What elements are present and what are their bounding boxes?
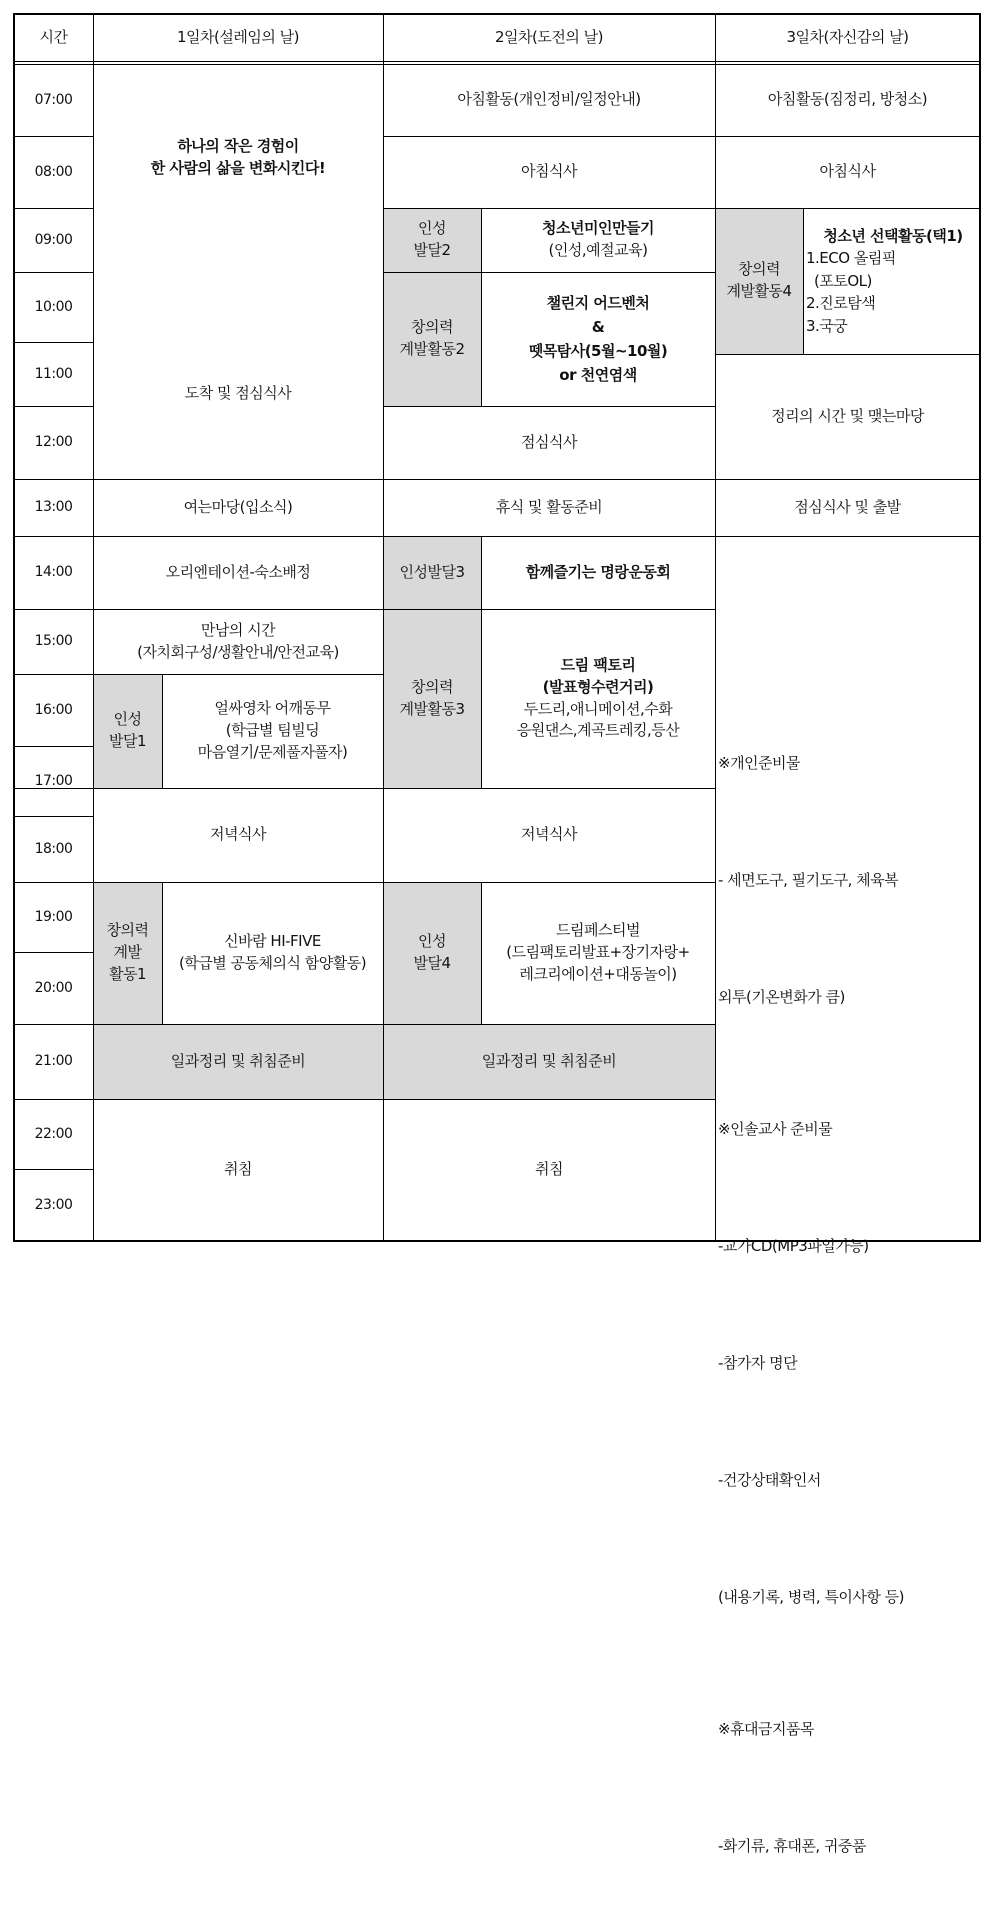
activity-line: 챌린지 어드벤처 bbox=[546, 294, 650, 312]
day3-morning: 아침활동(짐정리, 방청소) bbox=[767, 90, 928, 109]
time-label: 19:00 bbox=[34, 908, 73, 925]
activity-line: 드림페스티벌 bbox=[556, 921, 640, 940]
row-divider bbox=[383, 208, 715, 209]
activity-title: 청소년 선택활동(택1) bbox=[823, 226, 963, 245]
row-divider bbox=[14, 674, 93, 675]
header-time: 시간 bbox=[39, 28, 68, 47]
day3-breakfast: 아침식사 bbox=[819, 162, 876, 181]
day1-sleep: 취침 bbox=[224, 1160, 252, 1179]
activity-line: or 천연염색 bbox=[559, 366, 637, 384]
header-day1: 1일차(설레임의 날) bbox=[177, 28, 299, 47]
time-label: 22:00 bbox=[34, 1125, 73, 1142]
time-label: 12:00 bbox=[34, 434, 73, 451]
creative-line: 창의력 bbox=[738, 260, 780, 279]
col-divider bbox=[715, 14, 716, 1241]
note-line: ※개인준비물 bbox=[718, 754, 801, 772]
col-divider bbox=[383, 14, 384, 1241]
row-divider bbox=[14, 952, 93, 953]
time-label: 09:00 bbox=[34, 231, 73, 248]
day2-insung3: 인성발달3 bbox=[383, 536, 481, 609]
activity-line: (학급별 팀빌딩 bbox=[225, 721, 320, 740]
col-divider bbox=[803, 208, 804, 354]
time-label: 20:00 bbox=[34, 979, 73, 996]
row-divider bbox=[14, 746, 93, 747]
insung-line: 발달1 bbox=[108, 732, 147, 750]
creative-line: 계발활동2 bbox=[399, 340, 465, 358]
choice-item: (포토OL) bbox=[814, 271, 872, 290]
meeting-line: 만남의 시간 bbox=[200, 620, 276, 639]
insung-line: 발달2 bbox=[413, 241, 451, 259]
day1-arrival-lunch: 도착 및 점심식사 bbox=[184, 384, 292, 403]
day2-sleep: 취침 bbox=[535, 1160, 563, 1179]
slogan-line: 하나의 작은 경험이 bbox=[177, 137, 299, 156]
activity-line: 두드리,애니메이션,수화 bbox=[523, 699, 673, 718]
day3-lunch-depart: 점심식사 및 출발 bbox=[794, 497, 901, 516]
day1-dinner: 저녁식사 bbox=[210, 825, 266, 844]
row-divider bbox=[14, 342, 93, 343]
row-divider bbox=[14, 272, 93, 273]
activity-line: (학급별 공동체의식 함양활동) bbox=[178, 954, 367, 972]
insung-line: 인성 bbox=[418, 219, 446, 238]
insung-line: 인성 bbox=[113, 710, 142, 729]
note-line: 외투(기온변화가 큼) bbox=[718, 988, 845, 1006]
time-label: 07:00 bbox=[34, 91, 73, 108]
choice-item: 1.ECO 올림픽 bbox=[806, 249, 896, 268]
row-divider bbox=[14, 816, 93, 817]
day1-opening: 여는마당(입소식) bbox=[183, 497, 293, 516]
meeting-line: (자치회구성/생활안내/안전교육) bbox=[137, 642, 339, 661]
col-divider bbox=[481, 882, 482, 1024]
row-divider bbox=[14, 208, 93, 209]
creative-line: 창의력 bbox=[411, 677, 453, 696]
creative-line: 계발 bbox=[113, 943, 142, 962]
row-divider bbox=[715, 136, 980, 137]
header-divider bbox=[14, 64, 980, 65]
day2-lunch: 점심식사 bbox=[521, 432, 577, 451]
activity-line: (드림팩토리발표+장기자랑+ bbox=[506, 943, 690, 962]
col-divider bbox=[481, 536, 482, 788]
note-line: (내용기록, 병력, 특이사항 등) bbox=[718, 1588, 904, 1606]
time-label: 16:00 bbox=[34, 701, 73, 718]
row-divider bbox=[383, 272, 715, 273]
row-divider bbox=[14, 609, 93, 610]
header-day3: 3일차(자신감의 날) bbox=[786, 28, 909, 47]
day2-wrapup: 일과정리 및 취침준비 bbox=[383, 1024, 715, 1099]
table-border bbox=[13, 13, 981, 1242]
row-divider bbox=[93, 609, 383, 610]
creative-line: 계발활동3 bbox=[399, 699, 465, 718]
activity-line: & bbox=[591, 318, 605, 336]
note-line: ※인솔교사 준비물 bbox=[718, 1120, 833, 1138]
activity-title: (발표형수련거리) bbox=[542, 677, 654, 696]
row-divider bbox=[14, 406, 93, 407]
row-divider bbox=[14, 536, 980, 537]
day3-closing: 정리의 시간 및 맺는마당 bbox=[771, 406, 924, 425]
creative-line: 활동1 bbox=[108, 964, 147, 983]
time-label: 17:00 bbox=[34, 772, 73, 789]
activity-line: (인성,예절교육) bbox=[548, 241, 648, 259]
day1-orientation: 오리엔테이션-숙소배정 bbox=[165, 562, 311, 581]
row-divider bbox=[14, 136, 93, 137]
creative-line: 창의력 bbox=[106, 921, 149, 940]
activity-title: 드림 팩토리 bbox=[560, 656, 636, 674]
activity-line: 얼싸영차 어깨동무 bbox=[214, 699, 331, 718]
activity-line: 레크리에이션+대동놀이) bbox=[519, 964, 677, 983]
time-label: 21:00 bbox=[34, 1053, 73, 1070]
row-divider bbox=[715, 208, 980, 209]
choice-item: 3.국궁 bbox=[806, 316, 848, 335]
note-line: -교가CD(MP3파일가능) bbox=[718, 1237, 869, 1255]
col-divider bbox=[162, 882, 163, 1024]
row-divider bbox=[14, 479, 980, 480]
time-label: 08:00 bbox=[34, 163, 73, 180]
creative-line: 계발활동4 bbox=[726, 282, 792, 300]
header-divider bbox=[14, 61, 980, 62]
note-line: - 세면도구, 필기도구, 체육복 bbox=[718, 871, 899, 889]
day2-breakfast: 아침식사 bbox=[521, 162, 577, 181]
activity-line: 마음열기/문제풀자풀자) bbox=[197, 742, 348, 761]
insung-line: 발달4 bbox=[413, 954, 451, 972]
note-line: -참가자 명단 bbox=[718, 1354, 798, 1372]
creative-line: 창의력 bbox=[411, 318, 453, 337]
row-divider bbox=[14, 788, 715, 789]
row-divider bbox=[383, 406, 715, 407]
choice-item: 2.진로탐색 bbox=[806, 294, 876, 313]
time-label: 23:00 bbox=[34, 1196, 73, 1213]
day2-dinner: 저녁식사 bbox=[521, 825, 577, 844]
time-label: 10:00 bbox=[34, 298, 73, 315]
note-line: -화기류, 휴대폰, 귀중품 bbox=[718, 1837, 866, 1855]
note-line: ※휴대금지품목 bbox=[718, 1720, 815, 1738]
time-label: 18:00 bbox=[34, 840, 73, 857]
activity-line: 신바람 HI-FIVE bbox=[224, 932, 321, 951]
time-label: 14:00 bbox=[34, 564, 73, 581]
activity-title: 청소년미인만들기 bbox=[542, 219, 654, 238]
note-line: -건강상태확인서 bbox=[718, 1471, 821, 1489]
activity-line: 뗏목탐사(5월~10월) bbox=[528, 342, 668, 360]
day2-sports: 함께즐기는 명랑운동회 bbox=[525, 562, 671, 581]
time-label: 13:00 bbox=[34, 499, 73, 516]
day2-rest: 휴식 및 활동준비 bbox=[495, 497, 603, 516]
row-divider bbox=[14, 1099, 715, 1100]
day1-wrapup: 일과정리 및 취침준비 bbox=[93, 1024, 383, 1099]
time-label: 11:00 bbox=[34, 365, 73, 382]
row-divider bbox=[715, 354, 980, 355]
header-day2: 2일차(도전의 날) bbox=[495, 28, 603, 47]
row-divider bbox=[383, 609, 715, 610]
row-divider bbox=[383, 136, 715, 137]
slogan-line: 한 사람의 삶을 변화시킨다! bbox=[150, 159, 326, 177]
day2-morning: 아침활동(개인정비/일정안내) bbox=[457, 90, 641, 109]
row-divider bbox=[93, 674, 383, 675]
col-divider bbox=[481, 208, 482, 406]
row-divider bbox=[14, 1169, 93, 1170]
insung-line: 인성 bbox=[418, 932, 446, 951]
col-divider bbox=[162, 674, 163, 788]
activity-line: 응원댄스,계곡트레킹,등산 bbox=[516, 721, 680, 740]
col-divider bbox=[93, 14, 94, 1241]
row-divider bbox=[14, 1024, 715, 1025]
time-label: 15:00 bbox=[34, 633, 73, 650]
row-divider bbox=[14, 882, 715, 883]
